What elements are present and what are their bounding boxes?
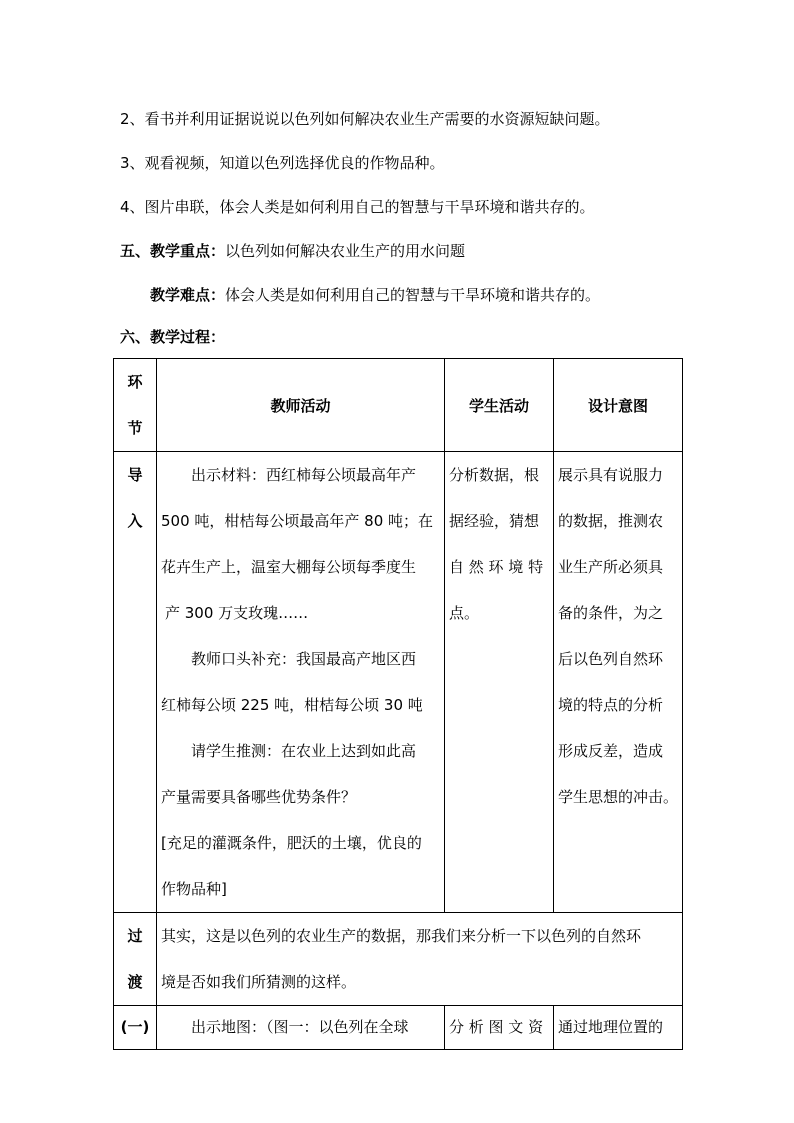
objective-item-2: 2、看书并利用证据说说以色列如何解决农业生产需要的水资源短缺问题。 xyxy=(120,110,610,128)
header-stage: 环 节 xyxy=(114,359,157,452)
header-design-intent: 设计意图 xyxy=(554,359,683,452)
objective-item-3: 3、观看视频，知道以色列选择优良的作物品种。 xyxy=(120,154,445,172)
table-header-row xyxy=(114,359,683,452)
header-student-activity: 学生活动 xyxy=(445,359,554,452)
teaching-focus-text: 以色列如何解决农业生产的用水问题 xyxy=(225,242,466,260)
teaching-difficulty-label: 教学难点： xyxy=(150,286,226,304)
teaching-difficulty xyxy=(150,285,600,305)
teaching-process-table xyxy=(113,358,683,1050)
transition-text: 其实，这是以色列的农业生产的数据，那我们来分析一下以色列的自然环 境是否如我们所猜测的这样。 xyxy=(157,913,683,1006)
part-one-student-activity: 分 析 图 文 资 xyxy=(445,1006,554,1050)
teaching-focus-label: 五、教学重点： xyxy=(120,242,226,260)
stage-transition: 过 渡 xyxy=(114,913,157,1006)
stage-intro: 导 入 xyxy=(114,452,157,913)
table-row-transition xyxy=(114,913,683,1006)
teaching-difficulty-text: 体会人类是如何利用自己的智慧与干旱环境和谐共存的。 xyxy=(225,286,601,304)
teaching-process-heading: 六、教学过程： xyxy=(120,328,226,346)
header-teacher-activity: 教师活动 xyxy=(157,359,445,452)
intro-design-intent: 展示具有说服力 的数据，推测农 业生产所必须具 备的条件，为之 后以色列自然环 境的特点的分析 形成反差，造成 学生思想的冲击。 xyxy=(554,452,683,913)
table-row-part-one xyxy=(114,1006,683,1050)
intro-student-activity: 分析数据，根 据经验，猜想 自 然 环 境 特 点。 xyxy=(445,452,554,913)
stage-part-one: (一) xyxy=(114,1006,157,1050)
objective-item-4: 4、图片串联，体会人类是如何利用自己的智慧与干旱环境和谐共存的。 xyxy=(120,198,595,216)
part-one-teacher-activity: 出示地图：（图一：以色列在全球 xyxy=(157,1006,445,1050)
part-one-design-intent: 通过地理位置的 xyxy=(554,1006,683,1050)
table-row-intro xyxy=(114,452,683,913)
intro-teacher-activity: 出示材料：西红柿每公顷最高年产 500 吨，柑桔每公顷最高年产 80 吨；在 花卉生产上，温室大棚每公顷每季度生 产 300 万支玫瑰…… 教师口头补充：我国最高产地区西 红柿每公顷 225 吨，柑桔每公顷 30 吨 请学生推测：在农业上达到如此高 产量需要具备哪些优势条件？ [充足的灌溉条件，肥沃的土壤，优良的 作物品种] xyxy=(157,452,445,913)
teaching-focus xyxy=(120,241,465,261)
